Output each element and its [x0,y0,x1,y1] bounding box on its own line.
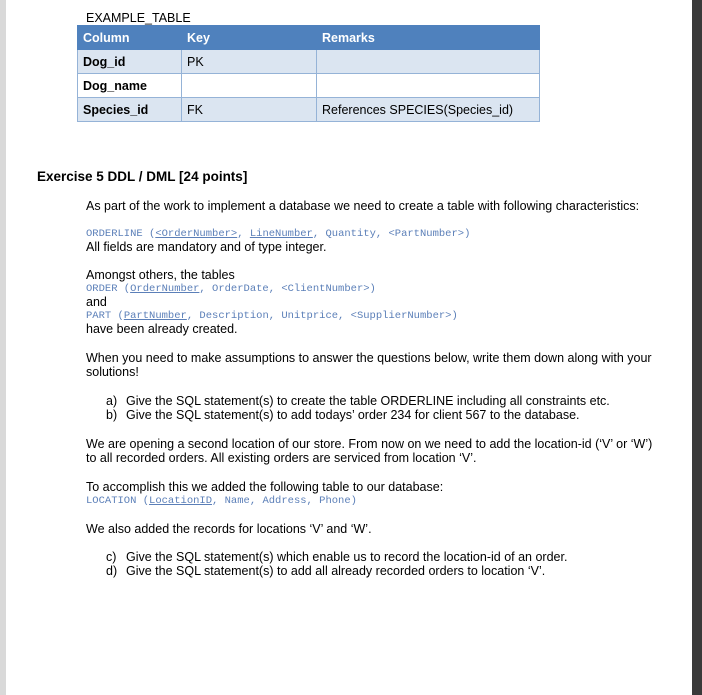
question-d-label: d) [106,564,118,578]
assumptions-text-line2: solutions! [86,365,139,379]
table-row [78,50,540,74]
exercise-heading: Exercise 5 DDL / DML [24 points] [37,169,248,184]
schema-key: LineNumber [249,228,313,240]
second-location-line2: to all recorded orders. All existing orders are serviced from location ‘V’. [86,451,477,465]
cell-key: FK [182,98,317,122]
cell-column: Dog_name [78,74,182,98]
schema-separator: , [237,228,250,240]
amongst-text: Amongst others, the tables [86,268,235,282]
cell-key: PK [182,50,317,74]
schema-key: PartNumber [123,310,187,322]
header-key: Key [182,26,317,50]
table-caption: EXAMPLE_TABLE [86,11,191,25]
assumptions-text-line1: When you need to make assumptions to answer the questions below, write them down along with your [86,351,652,365]
schema-key: <OrderNumber> [155,228,238,240]
schema-key: LocationID [149,495,213,507]
intro-text: As part of the work to implement a database we need to create a table with following characteristics: [86,199,640,213]
question-a: Give the SQL statement(s) to create the table ORDERLINE including all constraints etc. [126,394,610,408]
viewer-scrollbar-area[interactable] [692,0,702,695]
question-c: Give the SQL statement(s) which enable us to record the location-id of an order. [126,550,568,564]
and-text: and [86,295,107,309]
question-b-label: b) [106,408,118,422]
fields-note: All fields are mandatory and of type integer. [86,240,327,254]
schema-rest: , Name, Address, Phone) [212,495,357,507]
cell-remarks [317,50,540,74]
table-row [78,74,540,98]
second-location-line1: We are opening a second location of our store. From now on we need to add the location-id (‘V’ or ‘W’) [86,437,653,451]
schema-name: ORDER ( [86,283,131,295]
question-c-label: c) [106,550,117,564]
question-b: Give the SQL statement(s) to add todays’ order 234 for client 567 to the database. [126,408,580,422]
cell-column: Species_id [78,98,182,122]
part-schema [86,309,458,323]
created-text: have been already created. [86,322,238,336]
schema-key: OrderNumber [130,283,200,295]
location-schema [86,494,357,508]
cell-key [182,74,317,98]
question-a-label: a) [106,394,118,408]
question-d: Give the SQL statement(s) to add all already recorded orders to location ‘V’. [126,564,546,578]
schema-rest: , OrderDate, <ClientNumber>) [199,283,376,295]
table-header-row [78,26,540,50]
schema-name: ORDERLINE ( [86,228,156,240]
accomplish-text: To accomplish this we added the following table to our database: [86,480,444,494]
orderline-schema [86,227,470,241]
order-schema [86,282,376,296]
schema-name: LOCATION ( [86,495,150,507]
cell-column: Dog_id [78,50,182,74]
table-row [78,98,540,122]
schema-rest: , Description, Unitprice, <SupplierNumber>) [186,310,458,322]
schema-rest: , Quantity, <PartNumber>) [312,228,471,240]
records-text: We also added the records for locations ‘V’ and ‘W’. [86,522,372,536]
header-column: Column [78,26,182,50]
header-remarks: Remarks [317,26,540,50]
schema-name: PART ( [86,310,124,322]
example-table [77,25,540,122]
cell-remarks: References SPECIES(Species_id) [317,98,540,122]
cell-remarks [317,74,540,98]
